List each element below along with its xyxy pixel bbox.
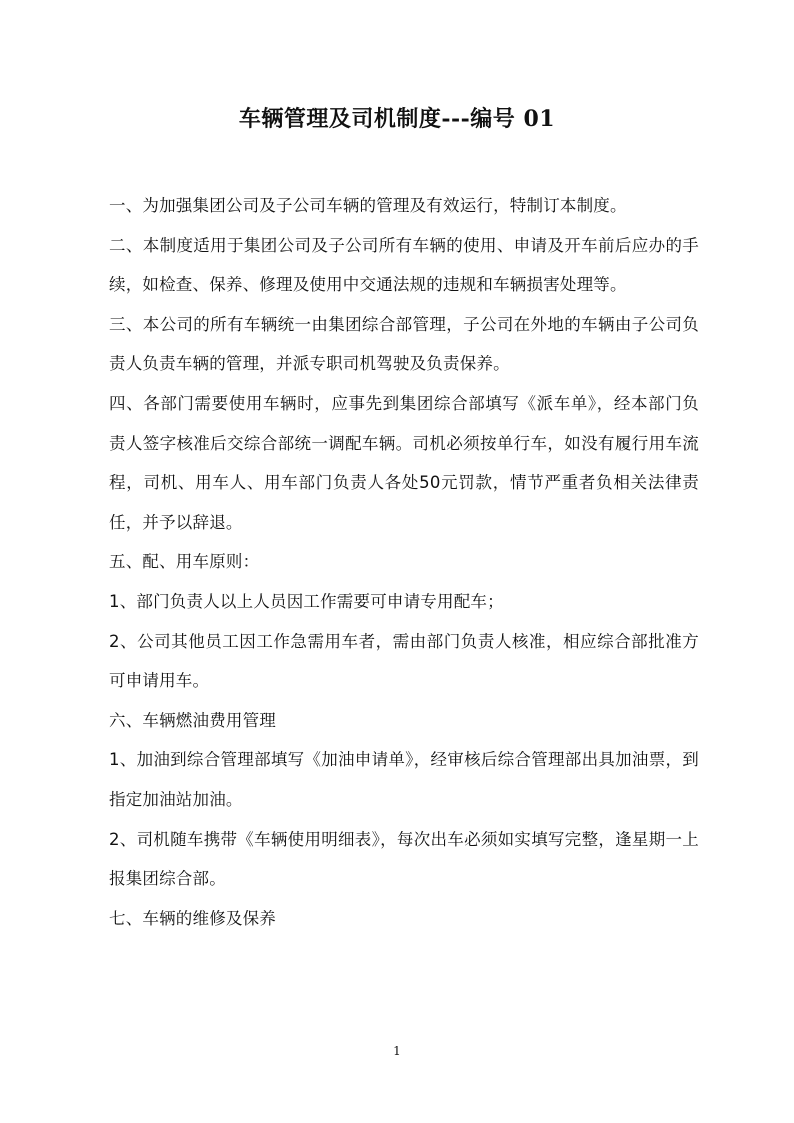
page-number: 1 <box>393 1044 401 1058</box>
list-item-6-2: 2、司机随车携带《车辆使用明细表》，每次出车必须如实填写完整，逢星期一上报集团综合部。 <box>109 829 699 889</box>
document-title: 车辆管理及司机制度---编号 01 <box>238 106 556 132</box>
list-item-6-1: 1、加油到综合管理部填写《加油申请单》，经审核后综合管理部出具加油票，到指定加油站加油。 <box>109 750 699 809</box>
document-body <box>109 186 699 938</box>
section-heading-6: 六、车辆燃油费用管理 <box>109 710 276 730</box>
paragraph-4: 四、各部门需要使用车辆时，应事先到集团综合部填写《派车单》，经本部门负责人签字核准后交综合部统一调配车辆。司机必须按单行车，如没有履行用车流程，司机、用车人、用车部门负责人各处50元罚款，情节严重者负相关法律责任，并予以辞退。 <box>109 393 699 532</box>
paragraph-1: 一、为加强集团公司及子公司车辆的管理及有效运行，特制订本制度。 <box>109 196 627 215</box>
section-heading-7: 七、车辆的维修及保养 <box>109 908 276 928</box>
paragraph-3: 三、本公司的所有车辆统一由集团综合部管理，子公司在外地的车辆由子公司负责人负责车辆的管理，并派专职司机驾驶及负责保养。 <box>109 314 699 374</box>
paragraph-2: 二、本制度适用于集团公司及子公司所有车辆的使用、申请及开车前后应办的手续，如检查、保养、修理及使用中交通法规的违规和车辆损害处理等。 <box>109 235 699 295</box>
section-heading-5: 五、配、用车原则： <box>109 552 260 572</box>
list-item-5-2: 2、公司其他员工因工作急需用车者，需由部门负责人核准，相应综合部批准方可申请用车。 <box>109 631 699 691</box>
list-item-5-1: 1、部门负责人以上人员因工作需要可申请专用配车； <box>109 591 504 611</box>
